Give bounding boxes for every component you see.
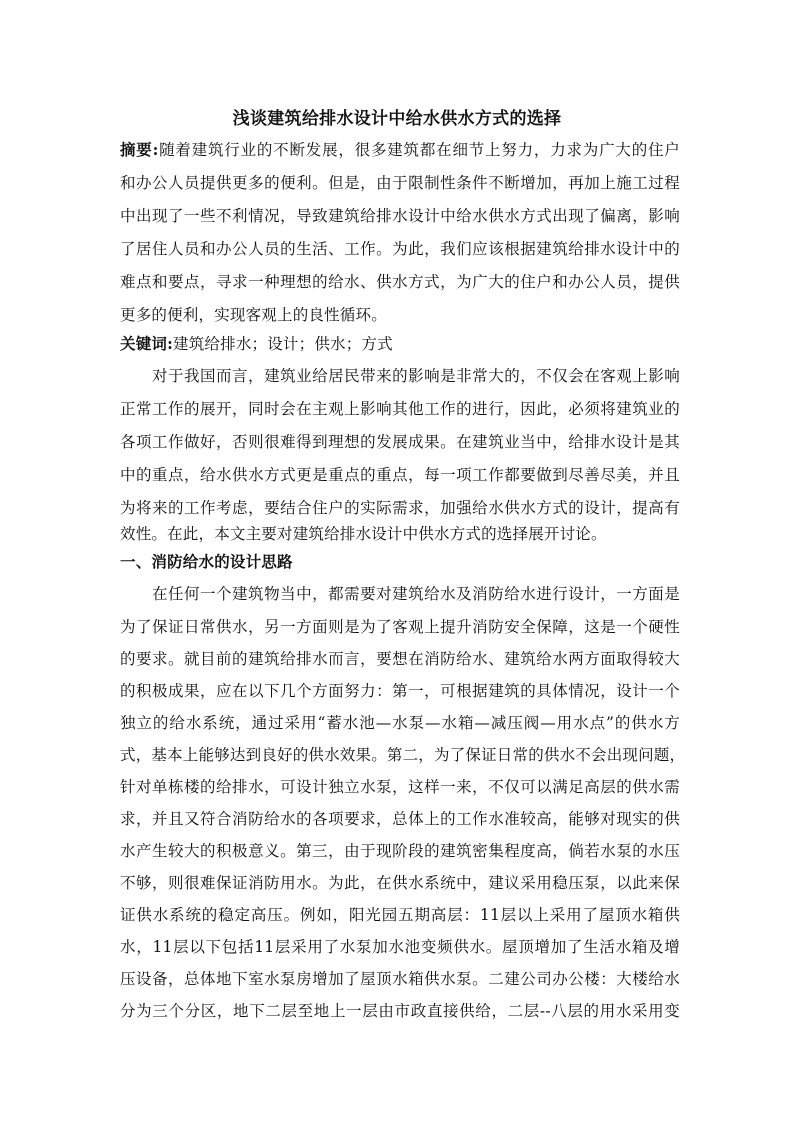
section1-line: 压设备，总体地下室水泵房增加了屋顶水箱供水泵。二建公司办公楼：大楼给水: [120, 970, 680, 988]
section1-line: 独立的给水系统，通过采用“蓄水池—水泵—水箱—减压阀—用水点”的供水方: [120, 714, 680, 732]
section1-line: 分为三个分区，地下二层至地上一层由市政直接供给，二层--八层的用水采用变: [120, 1002, 680, 1020]
section1-line: 在任何一个建筑物当中，都需要对建筑给水及消防给水进行设计，一方面是: [152, 585, 680, 603]
section1-line: 式，基本上能够达到良好的供水效果。第二，为了保证日常的供水不会出现问题，: [120, 746, 686, 764]
keywords-line: [120, 334, 680, 354]
document-title: 浅谈建筑给排水设计中给水供水方式的选择: [232, 109, 562, 129]
section1-line: 的要求。就目前的建筑给排水而言，要想在消防给水、建筑给水两方面取得较大: [120, 650, 680, 668]
intro-line: 对于我国而言，建筑业给居民带来的影响是非常大的，不仅会在客观上影响: [152, 367, 680, 385]
abstract-line: 了居住人员和办公人员的生活、工作。为此，我们应该根据建筑给排水设计中的: [120, 240, 680, 258]
section1-line: 水，11层以下包括11层采用了水泵加水池变频供水。屋顶增加了生活水箱及增: [120, 938, 680, 956]
section1-line: 不够，则很难保证消防用水。为此，在供水系统中，建议采用稳压泵，以此来保: [120, 874, 680, 892]
abstract-label: 摘要:: [120, 140, 159, 159]
abstract-text: 随着建筑行业的不断发展，很多建筑都在细节上努力，力求为广大的住户: [158, 141, 680, 159]
section1-line: 针对单栋楼的给排水，可设计独立水泵，这样一来，不仅可以满足高层的供水需: [120, 778, 680, 796]
intro-line: 为将来的工作考虑，要结合住户的实际需求，加强给水供水方式的设计，提高有: [120, 499, 680, 517]
intro-line: 正常工作的展开，同时会在主观上影响其他工作的进行，因此，必须将建筑业的: [120, 400, 680, 418]
intro-line: 各项工作做好，否则很难得到理想的发展成果。在建筑业当中，给排水设计是其: [120, 433, 680, 451]
keywords-text: 建筑给排水；设计；供水；方式: [173, 335, 393, 353]
keywords-label: 关键词:: [120, 334, 174, 353]
abstract-line: 和办公人员提供更多的便利。但是，由于限制性条件不断增加，再加上施工过程: [120, 174, 680, 192]
section1-line: 为了保证日常供水，另一方面则是为了客观上提升消防安全保障，这是一个硬性: [120, 618, 680, 636]
intro-line: 效性。在此，本文主要对建筑给排水设计中供水方式的选择展开讨论。: [120, 525, 607, 543]
abstract-line: 难点和要点，寻求一种理想的给水、供水方式，为广大的住户和办公人员，提供: [120, 273, 680, 291]
section1-line: 证供水系统的稳定高压。例如，阳光园五期高层：11层以上采用了屋顶水箱供: [120, 906, 680, 924]
abstract-line: 更多的便利，实现客观上的良性循环。: [120, 306, 387, 324]
section-heading: 一、消防给水的设计思路: [120, 552, 293, 571]
section1-line: 求，并且又符合消防给水的各项要求，总体上的工作水准较高，能够对现实的供: [120, 810, 680, 828]
abstract-line: [120, 140, 680, 160]
intro-line: 中的重点，给水供水方式更是重点的重点，每一项工作都要做到尽善尽美，并且: [120, 466, 680, 484]
section1-line: 水产生较大的积极意义。第三，由于现阶段的建筑密集程度高，倘若水泵的水压: [120, 842, 680, 860]
section1-line: 的积极成果，应在以下几个方面努力：第一，可根据建筑的具体情况，设计一个: [120, 682, 680, 700]
abstract-line: 中出现了一些不利情况，导致建筑给排水设计中给水供水方式出现了偏离，影响: [120, 207, 680, 225]
